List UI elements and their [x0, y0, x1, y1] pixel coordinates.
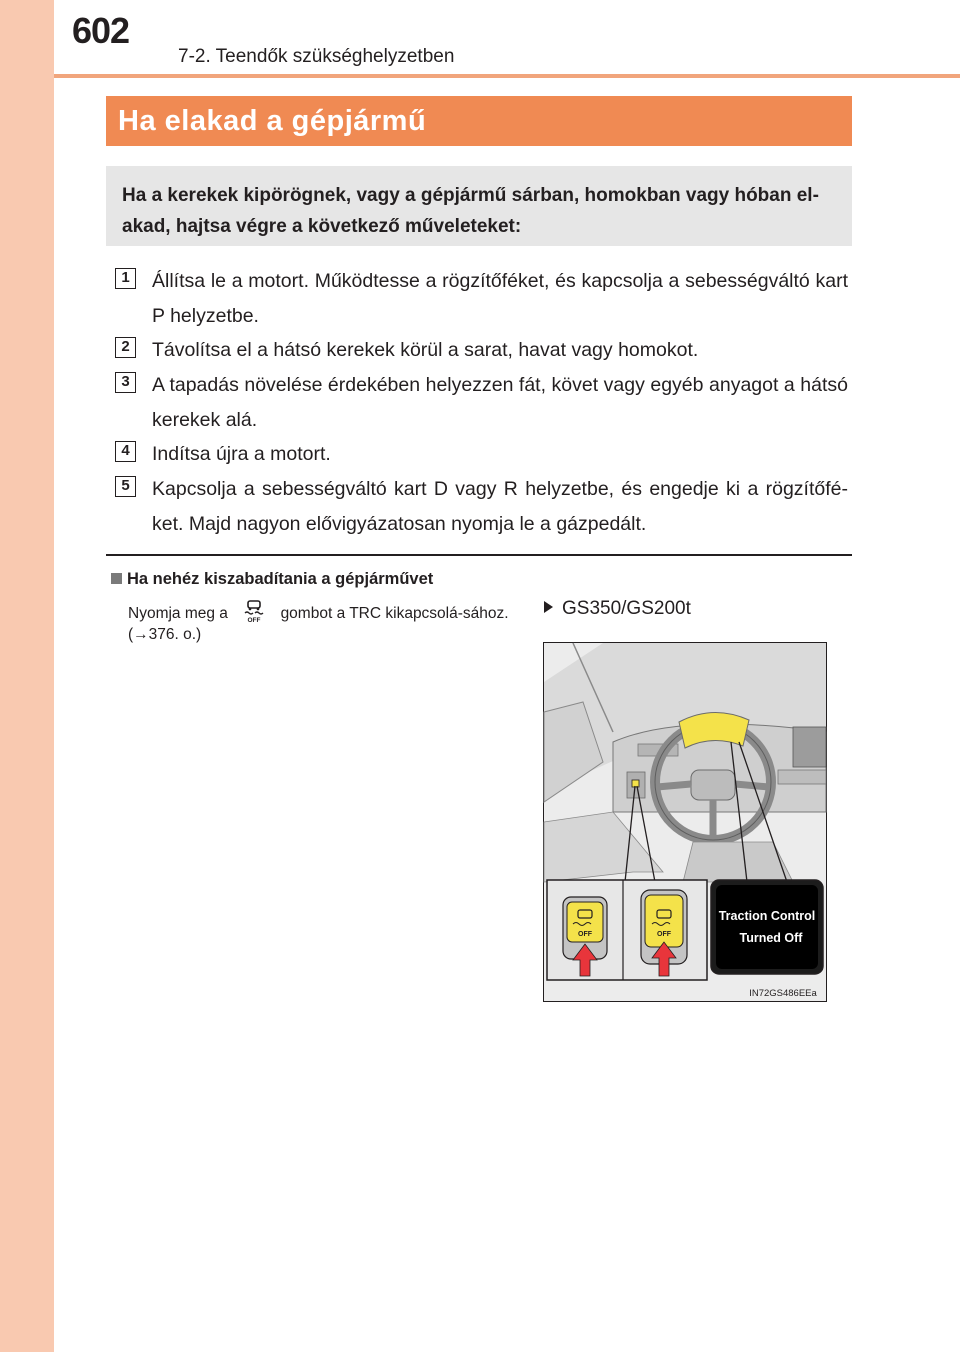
step-number: 4 — [115, 441, 136, 462]
intro-box — [106, 166, 852, 246]
step-text: Kapcsolja a sebességváltó kart D vagy R helyzetbe, és engedje ki a rögzítőfé-ket. Majd nagyon elővigyázatosan nyomja le a gázpedált. — [152, 478, 848, 535]
step-text: Indítsa újra a motort. — [152, 443, 331, 465]
square-bullet-icon — [111, 573, 122, 584]
chapter-side-tab — [0, 0, 54, 1352]
icon-off-label: OFF — [247, 617, 261, 624]
model-label: GS350/GS200t — [544, 598, 691, 620]
display-line-2: Turned Off — [739, 931, 803, 945]
trc-off-illustration — [543, 642, 827, 1002]
page-number: 602 — [72, 10, 130, 51]
vsc-off-icon — [240, 598, 268, 624]
figure-code: IN72GS486EEa — [749, 988, 817, 999]
button-off-label: OFF — [657, 931, 671, 938]
step-number: 1 — [115, 268, 136, 289]
section-divider — [106, 554, 852, 556]
display-line-1: Traction Control — [718, 909, 816, 923]
step-text: Állítsa le a motort. Működtesse a rögzítőféket, és kapcsolja a sebességváltó kart P helyzetbe. — [152, 270, 848, 327]
triangle-bullet-icon — [544, 601, 553, 613]
chapter-title: 7-2. Teendők szükséghelyzetben — [178, 46, 455, 67]
subsection-note: Nyomja meg a OFF gombot a TRC kikapcsolá-sához. (→376. o.) — [128, 598, 522, 645]
subsection-heading: Ha nehéz kiszabadítania a gépjárművet — [111, 570, 433, 589]
step-text: A tapadás növelése érdekében helyezzen fát, követ vagy egyéb anyagot a hátsó kerekek alá. — [152, 374, 848, 431]
step-number: 2 — [115, 337, 136, 358]
button-off-label: OFF — [578, 931, 592, 938]
step-text: Távolítsa el a hátsó kerekek körül a sarat, havat vagy homokot. — [152, 339, 699, 361]
section-title: Ha elakad a gépjármű — [106, 96, 852, 146]
step-number: 5 — [115, 476, 136, 497]
step-number: 3 — [115, 372, 136, 393]
intro-text: Ha a kerekek kipörögnek, vagy a gépjármű sárban, homokban vagy hóban el-akad, hajtsa végre a következő műveleteket: — [122, 185, 819, 237]
header-rule — [54, 74, 960, 78]
